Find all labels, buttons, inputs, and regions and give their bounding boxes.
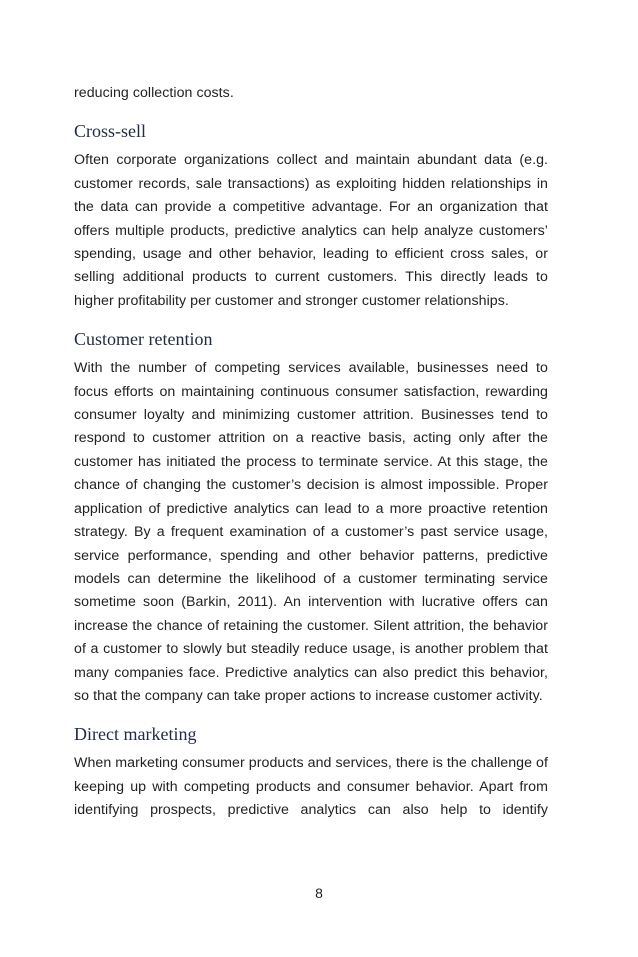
- paragraph-cross-sell: Often corporate organizations collect and maintain abundant data (e.g. customer records, sale transactions) as exploiting hidden relationships in the data can provide a competitive advantage. For an organization that offers multiple products, predictive analytics can help analyze customers’ spending, usage and other behavior, leading to efficient cross sales, or selling additional products to current customers. This directly leads to higher profitability per customer and stronger customer relationships.: [74, 152, 548, 309]
- heading-customer-retention: Customer retention: [74, 329, 213, 350]
- heading-direct-marketing: Direct marketing: [74, 724, 197, 745]
- heading-cross-sell: Cross-sell: [74, 121, 146, 142]
- intro-paragraph: reducing collection costs.: [74, 85, 234, 101]
- page-number: 8: [315, 885, 323, 901]
- paragraph-customer-retention: With the number of competing services available, businesses need to focus efforts on maintaining continuous consumer satisfaction, rewarding consumer loyalty and minimizing customer attrition. Businesses tend to respond to customer attrition on a reactive basis, acting only after the customer has initiated the process to terminate service. At this stage, the chance of changing the customer’s decision is almost impossible. Proper application of predictive analytics can lead to a more proactive retention strategy. By a frequent examination of a customer’s past service usage, service performance, spending and other behavior patterns, predictive models can determine the likelihood of a customer terminating service sometime soon (Barkin, 2011). An intervention with lucrative offers can increase the chance of retaining the customer. Silent attrition, the behavior of a customer to slowly but steadily reduce usage, is another problem that many companies face. Predictive analytics can also predict this behavior, so that the company can take proper actions to increase customer activity.: [74, 360, 548, 704]
- paragraph-direct-marketing: When marketing consumer products and services, there is the challenge of keeping up with competing products and consumer behavior. Apart from identifying prospects, predictive analytics can also help to identify: [74, 755, 548, 819]
- page-content: [74, 82, 548, 837]
